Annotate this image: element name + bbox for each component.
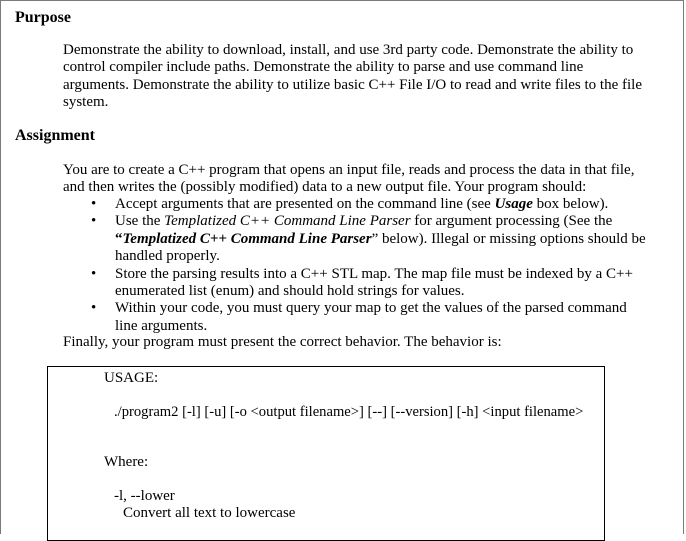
intro-line: and then writes the (possibly modified) data to a new output file. Your program should: (63, 179, 587, 196)
option-flag: -l, --lower (114, 488, 175, 504)
intro-line: You are to create a C++ program that opens an input file, reads and process the data in that file, (63, 162, 635, 178)
bullet-icon: • (91, 300, 97, 317)
requirement-line: handled properly. (115, 248, 220, 265)
requirement-line: enumerated list (enum) and should hold strings for values. (115, 283, 465, 300)
requirement-line: “Templatized C++ Command Line Parser” below). Illegal or missing options should be (115, 230, 646, 247)
bullet-icon: • (91, 196, 97, 212)
purpose-paragraph (63, 42, 663, 112)
purpose-line: Demonstrate the ability to download, install, and use 3rd party code. Demonstrate the ability to (63, 42, 634, 58)
requirements-list (63, 196, 663, 335)
emphasis-text: “ (115, 230, 123, 247)
requirement-item (63, 266, 663, 301)
requirement-line: Use the Templatized C++ Command Line Parser for argument processing (See the (115, 213, 613, 230)
purpose-line: control compiler include paths. Demonstrate the ability to parse and use command line (63, 59, 584, 76)
assignment-intro (63, 162, 663, 197)
emphasis-text: Templatized C++ Command Line Parser (164, 213, 411, 230)
emphasis-text: Templatized C++ Command Line Parser (122, 230, 372, 247)
purpose-line: arguments. Demonstrate the ability to utilize basic C++ File I/O to read and write files to the file (63, 76, 642, 93)
requirement-line: Store the parsing results into a C++ STL map. The map file must be indexed by a C++ (115, 265, 633, 282)
usage-command: ./program2 [-l] [-u] [-o <output filename>] [--] [--version] [-h] <input filename> (114, 404, 584, 420)
requirement-line: Accept arguments that are presented on the command line (see Usage box below). (115, 196, 609, 212)
purpose-line: system. (63, 94, 109, 111)
requirement-line: line arguments. (115, 317, 208, 334)
purpose-heading: Purpose (15, 9, 71, 26)
usage-title: USAGE: (104, 370, 159, 386)
requirement-item (63, 300, 663, 335)
requirement-item (63, 196, 663, 213)
requirement-line: Within your code, you must query your map to get the values of the parsed command (115, 300, 627, 317)
behavior-intro: Finally, your program must present the correct behavior. The behavior is: (63, 334, 502, 350)
emphasis-text: Usage (494, 196, 533, 212)
assignment-heading: Assignment (15, 127, 96, 144)
requirement-item (63, 213, 663, 265)
option-description: Convert all text to lowercase (123, 505, 296, 521)
usage-box (47, 366, 605, 541)
where-label: Where: (104, 454, 149, 470)
bullet-icon: • (91, 213, 97, 230)
bullet-icon: • (91, 265, 97, 282)
